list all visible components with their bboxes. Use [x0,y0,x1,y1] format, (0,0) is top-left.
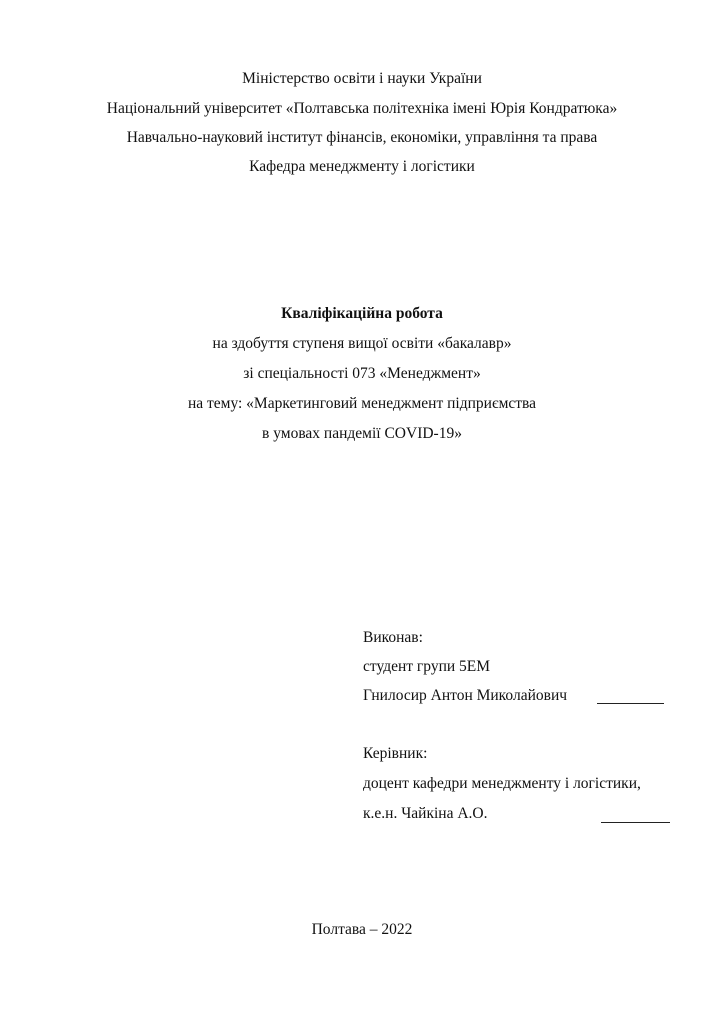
topic-line-2: в умовах пандемії COVID-19» [262,425,462,442]
university-line: Національний університет «Полтавська політехніка імені Юрія Кондратюка» [106,100,618,117]
ministry-line: Міністерство освіти і науки України [242,70,482,87]
department-line: Кафедра менеджменту і логістики [249,158,475,175]
work-title: Кваліфікаційна робота [281,305,443,322]
degree-line: на здобуття ступеня вищої освіти «бакалавр» [212,335,512,352]
topic-line-1: на тему: «Маркетинговий менеджмент підприємства [187,395,537,412]
author-signature-line [597,703,664,704]
author-label: Виконав: [363,629,423,646]
author-name: Гнилосир Антон Миколайович [363,687,568,704]
supervisor-name: к.е.н. Чайкіна А.О. [363,805,488,822]
city-year: Полтава – 2022 [311,921,413,938]
author-group: студент групи 5ЕМ [363,658,491,675]
institute-line: Навчально-науковий інститут фінансів, економіки, управління та права [126,129,598,146]
supervisor-label: Керівник: [363,745,428,762]
supervisor-position: доцент кафедри менеджменту і логістики, [363,775,641,792]
supervisor-signature-line [601,822,670,823]
specialty-line: зі спеціальності 073 «Менеджмент» [243,365,481,382]
